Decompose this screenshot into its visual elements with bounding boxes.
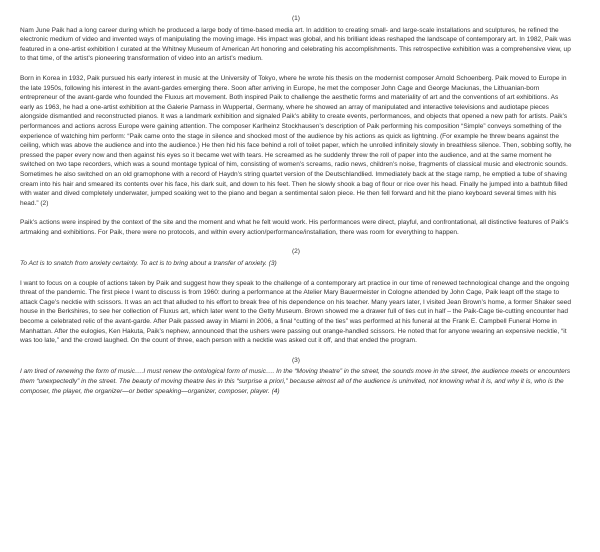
paragraph: I want to focus on a couple of actions taken by Paik and suggest how they speak to the challenge of a contemporary art practice in our time of renewed technological change and the ongoing threat of the pandemic. The first piece I want to discuss is from 1960: during a performance at the Atelier Mary Bauermeister in Cologne attended by John Cage, Paik leapt off the stage to attack Cage’s necktie with scissors. It was an act that alluded to his effort to break free of his dependence on his teacher. Many years later, I visited Jean Brown’s home, a former Shaker seed house in the Berkshires, to see her collection of Fluxus art, which later went to the Getty Museum. Brown showed me a drawer full of ties cut in half – the Paik-Cage tie-cutting encounter had become a celebrated relic of the avant-garde. After Paik passed away in Miami in 2006, a final “cutting of the ties” was performed at his funeral at the Frank E. Campbell Funeral Home in Manhattan. After the eulogies, Ken Hakuta, Paik’s nephew, announced that the ushers were passing out orange-handled scissors. He noted that for anyone wearing an expensive necktie, “it was too late,” and the crowd laughed. On the count of three, each person with a necktie was asked cut it off, and that ended the program. bbox=[20, 279, 571, 345]
section-number: (1) bbox=[291, 15, 300, 22]
paragraph: Paik’s actions were inspired by the context of the site and the moment and what he felt would work. His performances were direct, playful, and confrontational, all distinctive features of Paik’s artmaking and exhibitions. For Paik, there were no protocols, and within every action/performance/installation, there was room for everything to happen. bbox=[20, 219, 569, 236]
section-2 bbox=[20, 247, 572, 345]
section-number: (2) bbox=[291, 248, 300, 256]
section-1 bbox=[20, 14, 572, 237]
epigraph: I am tired of renewing the form of music….I must renew the ontological form of music…. In the “Moving theatre” in the street, the sounds move in the street, the audience meets or encounters them “unexpectedly” in the street. The beauty of moving theatre lies in this “surprise a priori,” because almost all of the audience is uninvited, not knowing what it is, and why it is, who is the composer, the player, the organizer—or better speaking—organizer, composer, player. (4) bbox=[20, 368, 571, 395]
section-number: (3) bbox=[291, 356, 300, 364]
paragraph: Born in Korea in 1932, Paik pursued his early interest in music at the University of Tokyo, where he wrote his thesis on the modernist composer Arnold Schoenberg. Paik moved to Europe in the late 1950s, following his interest in the avant-gardes emerging there. Soon after arriving in Europe, he met the composer John Cage and George Maciunas, the Lithuanian-born entrepreneur of the avant-garde who founded the Fluxus art movement. Both inspired Paik to challenge the aesthetic forms and materiality of art and the conventions of art exhibitions. As early as 1963, he had a one-artist exhibition at the Galerie Parnass in Wuppertal, Germany, where he showed an array of manipulated and interactive televisions and audiotape pieces alongside dismantled and reconstructed pianos. It was a landmark exhibition and signaled Paik’s ability to create events, performances, and objects that opened a new path for artists. Paik’s performances and actions across Europe were gaining attention. The composer Karlheinz Stockhausen’s description of Paik performing his composition “Simple” conveys something of the experience of watching him perform: “Paik came onto the stage in silence and shocked most of the audience by his actions as quick as lightning. (For example he threw beans against the ceiling, which was above the audience and into the audience.) He then hid his face behind a roll of toilet paper, which he unrolled infinitely slowly in breathless silence. Then, sobbing softly, he pressed the paper every now and then against his eyes so it became wet with tears. He screamed as he suddenly threw the roll of paper into the audience, and at the same moment he switched on two tape recorders, which was a sound montage typical of him, consisting of women’s screams, radio news, children’s noise, fragments of classical music and electronic sounds. Sometimes he also switched on an old gramophone with a record of Haydn’s string quartet version of the Deutschlandlied. Immediately back at the stage ramp, he emptied a tube of shaving cream into his hair and smeared its contents over his face, his dark suit, and down to his feet. Then he slowly shook a bag of flour or rice over his head. Finally he jumped into a bathtub filled with water and dived completely underwater, jumped soaking wet to the piano and began a sentimental salon piece. He then fell forward and hit the piano keyboard several times with his head.” (2) bbox=[20, 74, 572, 207]
section-3 bbox=[20, 356, 572, 396]
paragraph: Nam June Paik had a long career during which he produced a large body of time-based media art. In addition to creating small- and large-scale installations and sculptures, he refined the electronic medium of video and invented ways of manipulating the moving image. His impact was global, and his brilliant ideas reshaped the landscape of contemporary art. In 1982, Paik was featured in a one-artist exhibition I curated at the Whitney Museum of American Art honoring and celebrating his accomplishments. This retrospective exhibition was a comprehensive view, up to that time, of the artist’s pioneering transformation of video into an artist’s medium. bbox=[20, 26, 571, 63]
epigraph: To Act is to snatch from anxiety certainty. To act is to bring about a transfer of anxiety. (3) bbox=[20, 260, 277, 268]
